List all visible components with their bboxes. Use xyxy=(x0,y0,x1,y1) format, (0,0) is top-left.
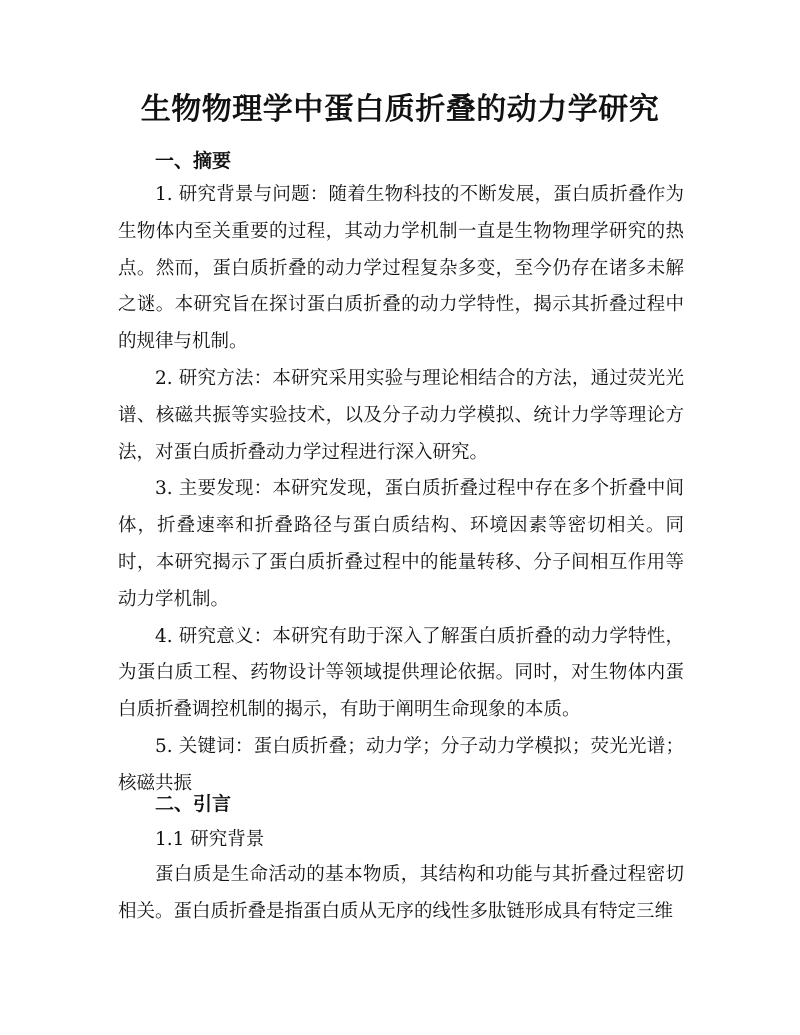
section-heading-introduction: 二、引言 xyxy=(155,793,232,815)
abstract-body xyxy=(118,177,684,803)
abstract-paragraph-keywords: 5. 关键词：蛋白质折叠；动力学；分子动力学模拟；荧光光谱；核磁共振 xyxy=(118,735,684,794)
abstract-paragraph-methods: 2. 研究方法：本研究采用实验与理论相结合的方法，通过荧光光谱、核磁共振等实验技术，以及分子动力学模拟、统计力学等理论方法，对蛋白质折叠动力学过程进行深入研究。 xyxy=(118,367,684,463)
abstract-paragraph-findings: 3. 主要发现：本研究发现，蛋白质折叠过程中存在多个折叠中间体，折叠速率和折叠路径与蛋白质结构、环境因素等密切相关。同时，本研究揭示了蛋白质折叠过程中的能量转移、分子间相互作用等动力学机制。 xyxy=(118,478,684,610)
section-heading-abstract: 一、摘要 xyxy=(155,150,232,172)
subsection-heading-background: 1.1 研究背景 xyxy=(155,829,265,850)
document-title: 生物物理学中蛋白质折叠的动力学研究 xyxy=(140,92,660,127)
abstract-paragraph-significance: 4. 研究意义：本研究有助于深入了解蛋白质折叠的动力学特性，为蛋白质工程、药物设计等领域提供理论依据。同时，对生物体内蛋白质折叠调控机制的揭示，有助于阐明生命现象的本质。 xyxy=(118,625,684,721)
introduction-paragraph: 蛋白质是生命活动的基本物质，其结构和功能与其折叠过程密切相关。蛋白质折叠是指蛋白质从无序的线性多肽链形成具有特定三维 xyxy=(118,864,684,922)
abstract-paragraph-background: 1. 研究背景与问题：随着生物科技的不断发展，蛋白质折叠作为生物体内至关重要的过程，其动力学机制一直是生物物理学研究的热点。然而，蛋白质折叠的动力学过程复杂多变，至今仍存在诸多未解之谜。本研究旨在探讨蛋白质折叠的动力学特性，揭示其折叠过程中的规律与机制。 xyxy=(118,184,684,353)
introduction-body xyxy=(118,857,684,931)
